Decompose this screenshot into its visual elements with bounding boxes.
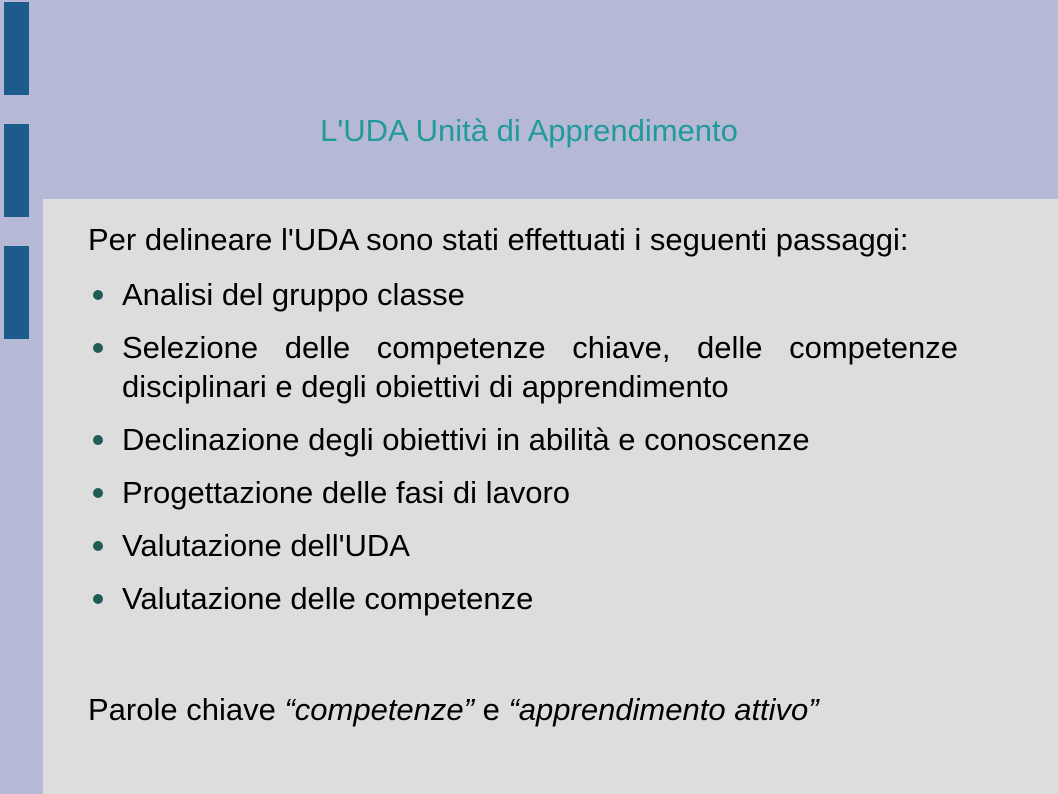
bullet-item-label: Selezione delle competenze chiave, delle competenze disciplinari e degli obiettivi di apprendimento [122, 330, 958, 404]
bullet-dot-icon [93, 343, 103, 353]
slide-title: L'UDA Unità di Apprendimento [320, 113, 738, 148]
bullet-dot-icon [93, 435, 103, 445]
bullet-item [88, 579, 958, 618]
bullet-item-label: Valutazione dell'UDA [122, 528, 410, 563]
bullet-dot-icon [93, 290, 103, 300]
accent-bar [4, 246, 29, 339]
keywords-prefix: Parole chiave [88, 692, 285, 727]
bullet-item [88, 328, 958, 406]
bullet-item [88, 526, 958, 565]
keyword-emphasis: “competenze” [284, 692, 474, 727]
keywords-connector: e [473, 692, 509, 727]
slide-body-text [88, 220, 958, 729]
bullet-item-label: Valutazione delle competenze [122, 581, 534, 616]
keyword-emphasis: “apprendimento attivo” [508, 692, 819, 727]
keywords-line [88, 690, 958, 729]
intro-paragraph: Per delineare l'UDA sono stati effettuati i seguenti passaggi: [88, 222, 909, 257]
bullet-dot-icon [93, 488, 103, 498]
bullet-item [88, 473, 958, 512]
bullet-list [88, 275, 958, 618]
accent-bar [4, 2, 29, 95]
bullet-item [88, 420, 958, 459]
bullet-item-label: Declinazione degli obiettivi in abilità e conoscenze [122, 422, 810, 457]
bullet-item [88, 275, 958, 314]
bullet-item-label: Progettazione delle fasi di lavoro [122, 475, 571, 510]
bullet-item-label: Analisi del gruppo classe [122, 277, 465, 312]
bullet-dot-icon [93, 594, 103, 604]
bullet-dot-icon [93, 541, 103, 551]
